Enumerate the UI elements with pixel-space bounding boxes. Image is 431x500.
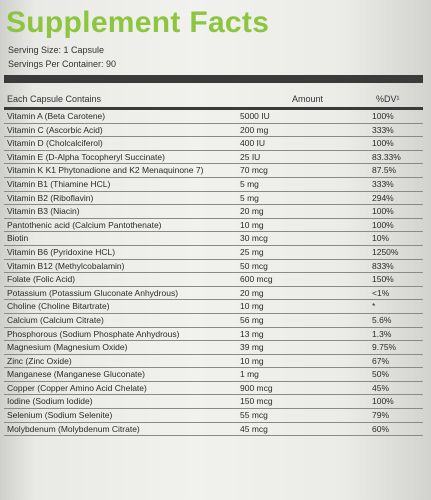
nutrient-dv: 45% [372,382,390,393]
nutrient-name: Vitamin B3 (Niacin) [7,206,80,217]
nutrient-name: Pantothenic acid (Calcium Pantothenate) [7,219,162,230]
nutrient-name: Vitamin B2 (Riboflavin) [7,192,94,203]
table-row [4,382,423,396]
nutrient-amount: 30 mcg [240,233,268,244]
nutrient-dv: 10% [372,233,390,244]
nutrient-dv: 150% [372,274,394,285]
table-row [4,355,423,369]
table-row [4,192,423,206]
nutrient-amount: 5 mg [240,178,259,189]
nutrient-amount: 70 mcg [240,165,268,176]
nutrient-dv: 100% [372,111,394,121]
label-title: Supplement Facts [6,6,270,39]
table-row [4,137,423,151]
nutrient-amount: 20 mg [240,206,264,217]
nutrient-name: Vitamin B1 (Thiamine HCL) [7,178,111,189]
nutrient-amount: 55 mcg [240,410,268,421]
nutrient-name: Vitamin C (Ascorbic Acid) [7,124,103,135]
nutrient-amount: 5000 IU [240,111,270,121]
nutrient-name: Choline (Choline Bitartrate) [7,301,110,312]
nutrient-amount: 50 mcg [240,260,268,271]
nutrient-amount: 13 mg [240,328,264,339]
table-row [4,368,423,382]
nutrient-name: Manganese (Manganese Gluconate) [7,369,145,380]
table-row [4,341,423,355]
thick-divider [4,75,423,83]
nutrient-dv: 50% [372,369,390,380]
nutrient-dv: 294% [372,192,394,203]
nutrient-amount: 900 mcg [240,382,273,393]
table-row [4,328,423,342]
table-row [4,219,423,233]
table-row [4,300,423,314]
nutrient-amount: 56 mg [240,314,264,325]
nutrient-amount: 45 mcg [240,423,268,434]
nutrient-name: Vitamin A (Beta Carotene) [7,111,106,121]
nutrient-amount: 25 mg [240,246,264,257]
nutrient-name: Folate (Folic Acid) [7,274,76,285]
table-row [4,273,423,287]
table-row [4,395,423,409]
nutrient-dv: 9.75% [372,342,397,353]
nutrient-amount: 200 mg [240,124,269,135]
nutrient-amount: 20 mg [240,287,264,298]
nutrient-name: Vitamin B12 (Methylcobalamin) [7,260,125,271]
table-row [4,246,423,260]
nutrient-dv: 87.5% [372,165,397,176]
nutrient-name: Potassium (Potassium Gluconate Anhydrous) [7,287,179,298]
nutrient-dv: 100% [372,396,394,407]
table-row [4,124,423,138]
nutrient-amount: 150 mcg [240,396,273,407]
table-row [4,423,423,437]
servings-per-container: Servings Per Container: 90 [8,59,117,69]
nutrient-amount: 25 IU [240,151,261,162]
nutrient-amount: 10 mg [240,219,264,230]
nutrient-dv: 100% [372,219,394,230]
nutrient-dv: 333% [372,124,394,135]
nutrient-name: Zinc (Zinc Oxide) [7,355,72,366]
nutrient-amount: 1 mg [240,369,259,380]
table-row [4,232,423,246]
column-header-amount: Amount [292,94,324,104]
serving-size: Serving Size: 1 Capsule [8,45,105,55]
nutrient-dv: 333% [372,178,394,189]
nutrient-dv: 67% [372,355,390,366]
nutrient-name: Biotin [7,233,29,244]
nutrient-dv: 100% [372,206,394,217]
nutrient-dv: 79% [372,410,390,421]
column-header-dv: %DV¹ [376,94,400,104]
nutrient-name: Iodine (Sodium Iodide) [7,396,93,407]
nutrient-name: Vitamin B6 (Pyridoxine HCL) [7,246,116,257]
table-row [4,409,423,423]
table-row [4,110,423,124]
nutrient-amount: 10 mg [240,355,264,366]
nutrient-amount: 600 mcg [240,274,273,285]
nutrient-amount: 5 mg [240,192,259,203]
nutrient-name: Selenium (Sodium Selenite) [7,410,113,421]
table-row [4,205,423,219]
nutrient-amount: 39 mg [240,342,264,353]
column-header-name: Each Capsule Contains [7,94,102,104]
table-row [4,178,423,192]
table-row [4,151,423,165]
table-row [4,287,423,301]
nutrient-name: Molybdenum (Molybdenum Citrate) [7,423,140,434]
nutrient-name: Copper (Copper Amino Acid Chelate) [7,382,147,393]
nutrient-name: Vitamin D (Cholcalciferol) [7,138,103,149]
table-row [4,260,423,274]
nutrient-dv: 1250% [372,246,399,257]
table-row [4,314,423,328]
table-header [4,90,423,108]
nutrient-amount: 400 IU [240,138,266,149]
nutrient-dv: * [372,301,376,312]
nutrient-name: Magnesium (Magnesium Oxide) [7,342,128,353]
nutrient-dv: 1.3% [372,328,392,339]
nutrient-amount: 10 mg [240,301,264,312]
nutrient-name: Calcium (Calcium Citrate) [7,314,104,325]
nutrient-dv: 83.33% [372,151,401,162]
nutrient-table [4,110,423,436]
nutrient-dv: 5.6% [372,314,392,325]
table-row [4,164,423,178]
nutrient-dv: 833% [372,260,394,271]
nutrient-dv: 100% [372,138,394,149]
nutrient-name: Vitamin K K1 Phytonadione and K2 Menaquinone 7) [7,165,204,176]
nutrient-dv: 60% [372,423,390,434]
nutrient-name: Phosphorous (Sodium Phosphate Anhydrous) [7,328,180,339]
nutrient-dv: <1% [372,287,390,298]
nutrient-name: Vitamin E (D-Alpha Tocopheryl Succinate) [7,151,165,162]
